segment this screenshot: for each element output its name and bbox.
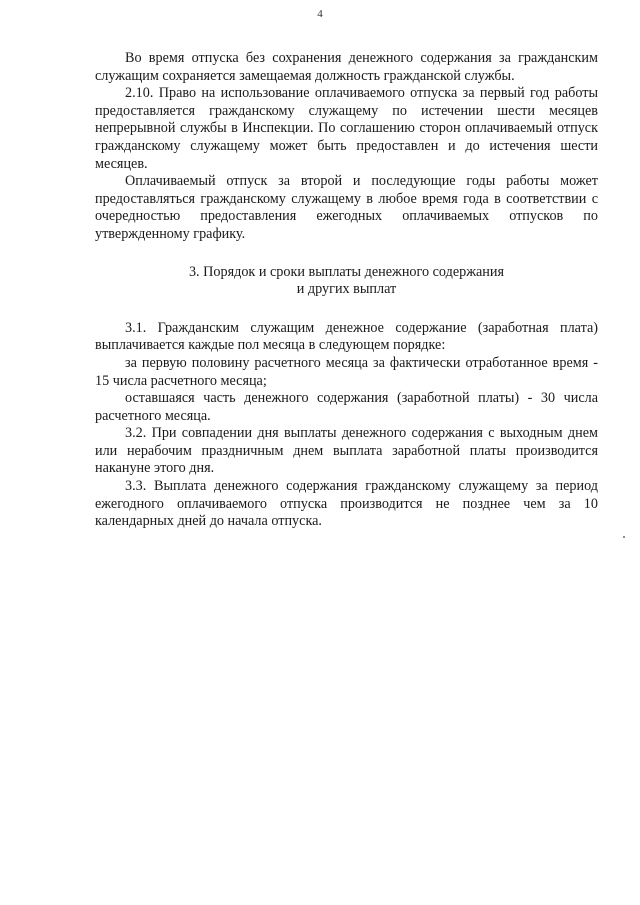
paragraph-3-1: 3.1. Гражданским служащим денежное содержание (заработная плата) выплачивается каждые пол месяца в следующем порядке: xyxy=(95,319,598,354)
section-heading-line-2: и других выплат xyxy=(296,281,397,298)
paragraph-first-half-payment: за первую половину расчетного месяца за фактически отработанное время - 15 числа расчетного месяца; xyxy=(95,354,598,389)
scan-speck xyxy=(623,536,625,538)
paragraph-2-10: 2.10. Право на использование оплачиваемого отпуска за первый год работы предоставляется гражданскому служащему по истечении шести месяцев непрерывной службы в Инспекции. По соглашению сторон оплачиваемый отпуск гражданскому служащему может быть предоставлен и до истечения шести месяцев. xyxy=(95,85,598,172)
paragraph-3-2: 3.2. При совпадении дня выплаты денежного содержания с выходным днем или нерабочим праздничным днем выплата заработной платы производится накануне этого дня. xyxy=(95,425,598,477)
page-number: 4 xyxy=(317,8,323,20)
paragraph-unpaid-leave: Во время отпуска без сохранения денежного содержания за гражданским служащим сохраняется замещаемая должность гражданской службы. xyxy=(95,50,598,84)
paragraph-3-3: 3.3. Выплата денежного содержания гражданскому служащему за период ежегодного оплачиваемого отпуска производится не позднее чем за 10 календарных дней до начала отпуска. xyxy=(95,478,598,530)
paragraph-remaining-payment: оставшаяся часть денежного содержания (заработной платы) - 30 числа расчетного месяца. xyxy=(95,390,598,424)
section-heading xyxy=(95,264,598,299)
document-body xyxy=(95,50,598,531)
paragraph-second-year-leave: Оплачиваемый отпуск за второй и последующие годы работы может предоставляться гражданскому служащему в любое время года в соответствии с очередностью предоставления ежегодных оплачиваемых отпусков по утвержденному графику. xyxy=(95,173,598,242)
section-heading-line-1: 3. Порядок и сроки выплаты денежного содержания xyxy=(188,263,505,280)
